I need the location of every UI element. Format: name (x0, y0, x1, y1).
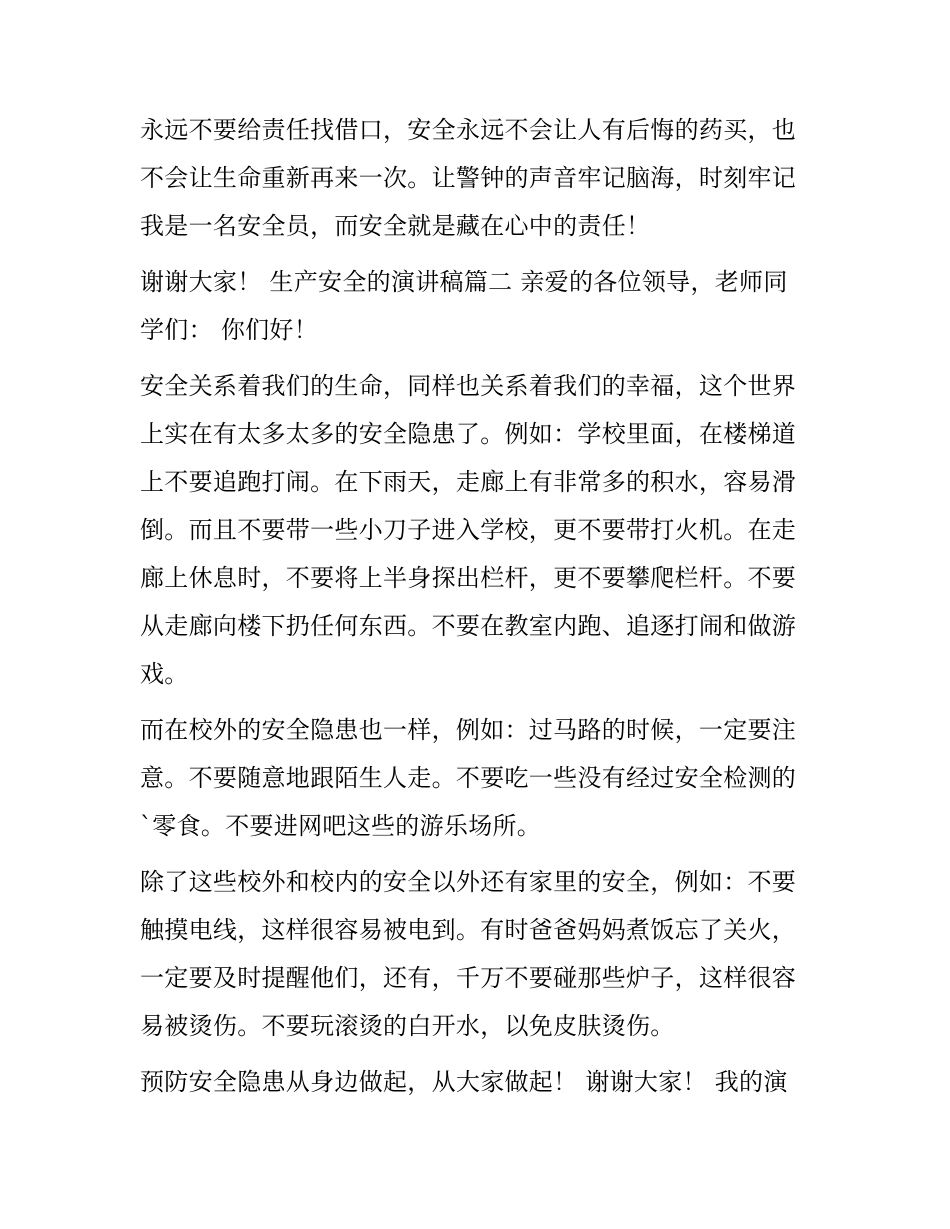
text-line: 预防安全隐患从身边做起，从大家做起！ 谢谢大家！ 我的演 (140, 1068, 788, 1096)
text-line: 戏。 (140, 660, 189, 688)
text-line: 触摸电线，这样很容易被电到。有时爸爸妈妈煮饭忘了关火， (140, 916, 797, 944)
text-line: 从走廊向楼下扔任何东西。不要在教室内跑、追逐打闹和做游 (140, 612, 797, 640)
text-line: 谢谢大家！ 生产安全的演讲稿篇二 亲爱的各位领导，老师同 (140, 268, 788, 296)
text-line: 安全关系着我们的生命，同样也关系着我们的幸福，这个世界 (140, 372, 797, 400)
text-line: 不会让生命重新再来一次。让警钟的声音牢记脑海，时刻牢记 (140, 164, 797, 192)
text-line: `零食。不要进网吧这些的游乐场所。 (140, 812, 542, 840)
text-line: 我是一名安全员，而安全就是藏在心中的责任！ (140, 212, 651, 240)
text-line: 意。不要随意地跟陌生人走。不要吃一些没有经过安全检测的 (140, 764, 797, 792)
text-line: 上实在有太多太多的安全隐患了。例如：学校里面，在楼梯道 (140, 420, 797, 448)
text-line: 而在校外的安全隐患也一样，例如：过马路的时候，一定要注 (140, 716, 797, 744)
text-line: 易被烫伤。不要玩滚烫的白开水，以免皮肤烫伤。 (140, 1012, 675, 1040)
text-line: 一定要及时提醒他们，还有，千万不要碰那些炉子，这样很容 (140, 964, 797, 992)
text-line: 永远不要给责任找借口，安全永远不会让人有后悔的药买，也 (140, 116, 797, 144)
text-line: 学们： 你们好！ (140, 316, 319, 344)
text-line: 廊上休息时，不要将上半身探出栏杆，更不要攀爬栏杆。不要 (140, 564, 797, 592)
text-line: 倒。而且不要带一些小刀子进入学校，更不要带打火机。在走 (140, 516, 797, 544)
text-line: 除了这些校外和校内的安全以外还有家里的安全，例如：不要 (140, 868, 797, 896)
text-line: 上不要追跑打闹。在下雨天，走廊上有非常多的积水，容易滑 (140, 468, 797, 496)
